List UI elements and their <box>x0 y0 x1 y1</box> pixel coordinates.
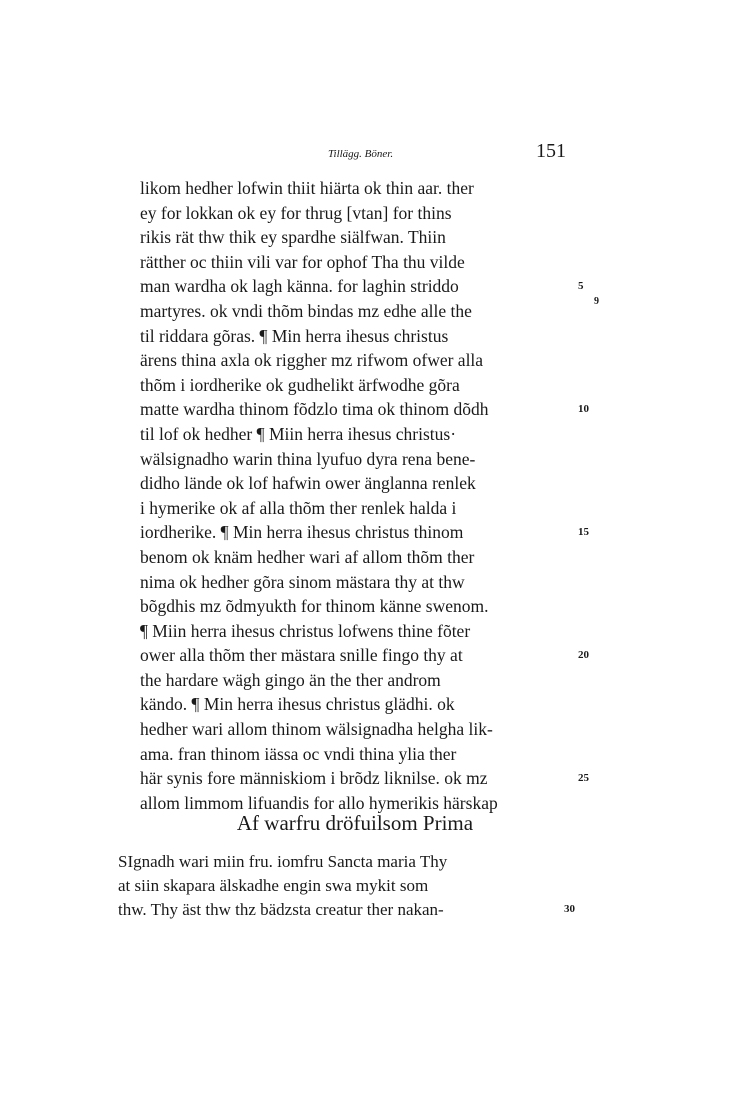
text-line <box>140 348 570 373</box>
line-text: man wardha ok lagh känna. for laghin striddo <box>140 276 459 297</box>
line-number: 30 <box>564 902 575 915</box>
text-line <box>118 874 578 898</box>
line-text: allom limmom lifuandis for allo hymerikis härskap <box>140 792 498 813</box>
line-text: kändo. ¶ Min herra ihesus christus glädhi. ok <box>140 694 455 715</box>
line-text: ama. fran thinom iässa oc vndi thina ylia ther <box>140 743 457 764</box>
text-line <box>140 766 589 791</box>
line-text: thw. Thy äst thw thz bädzsta creatur ther nakan- <box>118 899 444 919</box>
text-line <box>140 545 570 570</box>
text-line <box>140 594 570 619</box>
line-text: bõgdhis mz õdmyukth for thinom känne swenom. <box>140 596 489 617</box>
line-text: at siin skapara älskadhe engin swa mykit som <box>118 875 429 895</box>
text-line <box>140 250 570 275</box>
line-text: didho lände ok lof hafwin ower änglanna renlek <box>140 473 476 494</box>
text-line <box>140 422 570 447</box>
line-text: matte wardha thinom fõdzlo tima ok thinom dõdh <box>140 399 489 420</box>
line-text: ey for lokkan ok ey for thrug [vtan] for thins <box>140 202 452 223</box>
line-number: 25 <box>578 772 589 785</box>
text-line <box>140 447 570 472</box>
text-line <box>140 496 570 521</box>
line-text: rätther oc thiin vili var for ophof Tha thu vilde <box>140 251 465 272</box>
line-number: 20 <box>578 649 589 662</box>
line-text: nima ok hedher gõra sinom mästara thy at thw <box>140 571 465 592</box>
line-text: hedher wari allom thinom wälsignadha helgha lik- <box>140 719 493 740</box>
text-line <box>140 373 570 398</box>
text-line <box>140 619 570 644</box>
text-line <box>140 471 570 496</box>
line-text: likom hedher lofwin thiit hiärta ok thin aar. ther <box>140 178 474 198</box>
line-text: i hymerike ok af alla thõm ther renlek halda i <box>140 497 457 518</box>
page-number: 151 <box>536 140 566 162</box>
line-number: 15 <box>578 526 589 539</box>
main-text-block <box>140 176 589 815</box>
line-text: benom ok knäm hedher wari af allom thõm ther <box>140 546 475 567</box>
line-text: SIgnadh wari miin fru. iomfru Sancta maria Thy <box>118 852 448 871</box>
running-head <box>140 140 570 170</box>
line-text: the hardare wägh gingo än the ther androm <box>140 669 441 690</box>
text-line <box>140 643 589 668</box>
line-text: til lof ok hedher ¶ Miin herra ihesus christus· <box>140 423 457 444</box>
margin-note: 9 <box>594 296 599 307</box>
text-line <box>140 692 570 717</box>
text-line <box>140 717 570 742</box>
second-text-block <box>118 850 578 921</box>
line-text: ower alla thõm ther mästara snille fingo thy at <box>140 645 463 666</box>
line-text: ärens thina axla ok riggher mz rifwom ofwer alla <box>140 350 484 371</box>
text-line <box>140 176 570 201</box>
line-text: här synis fore människiom i brõdz liknilse. ok mz <box>140 768 488 789</box>
text-line <box>140 225 570 250</box>
text-line <box>118 898 578 922</box>
line-text: thõm i iordherike ok gudhelikt ärfwodhe gõra <box>140 374 460 395</box>
text-line <box>140 520 589 545</box>
line-text: wälsignadho warin thina lyufuo dyra rena bene- <box>140 448 476 469</box>
line-text: ¶ Miin herra ihesus christus lofwens thine fõter <box>140 620 471 641</box>
text-line <box>118 850 578 874</box>
text-line <box>140 324 570 349</box>
text-line <box>140 668 570 693</box>
section-heading: Af warfru dröfuilsom Prima <box>236 811 474 835</box>
line-number: 5 <box>578 280 584 293</box>
line-text: martyres. ok vndi thõm bindas mz edhe alle the <box>140 300 472 321</box>
running-head-title: Tillägg. Böner. <box>328 148 394 160</box>
text-line <box>140 397 589 422</box>
line-text: rikis rät thw thik ey spardhe siälfwan. Thiin <box>140 227 446 248</box>
text-line <box>140 201 570 226</box>
line-number: 10 <box>578 403 589 416</box>
text-line <box>140 299 570 324</box>
text-line <box>140 570 570 595</box>
line-text: til riddara gõras. ¶ Min herra ihesus christus <box>140 325 449 346</box>
text-line <box>140 274 584 299</box>
line-text: iordherike. ¶ Min herra ihesus christus thinom <box>140 522 464 543</box>
text-line <box>140 742 570 767</box>
